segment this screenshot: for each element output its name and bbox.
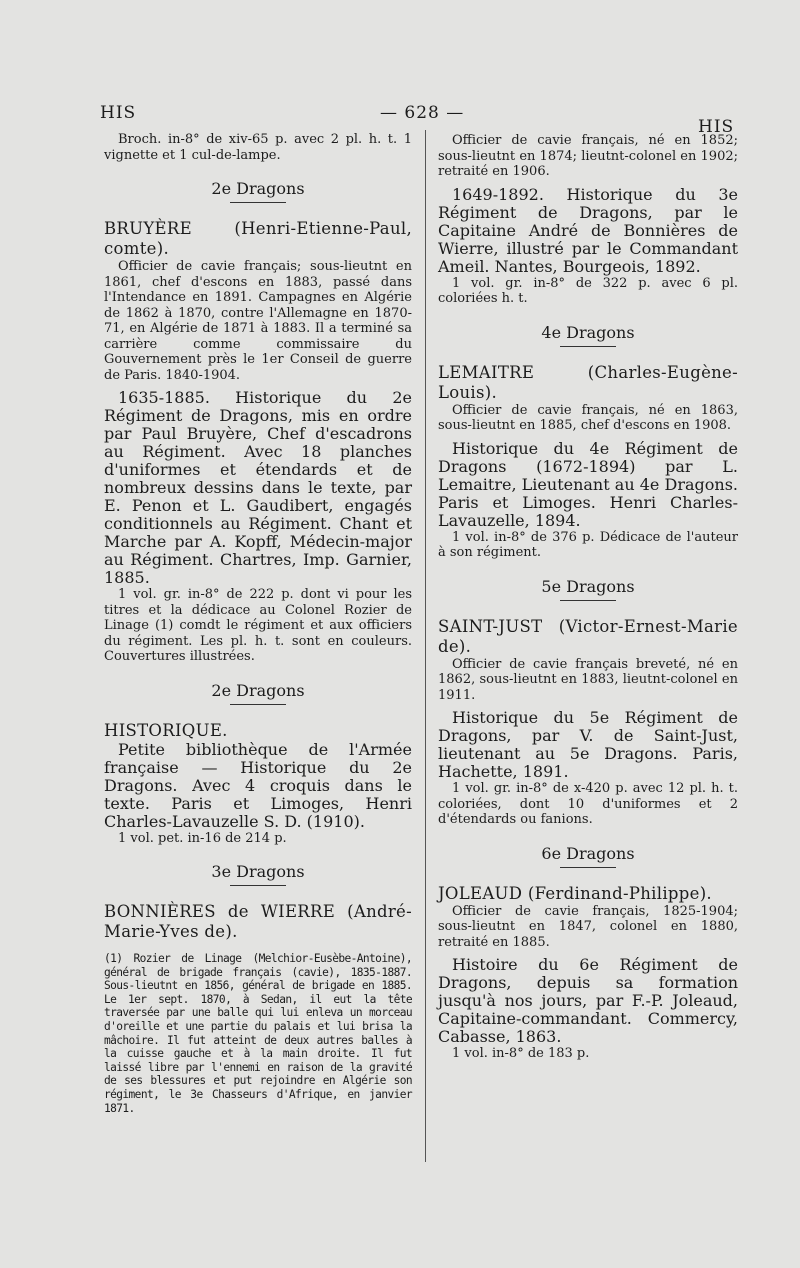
section-rule	[560, 346, 616, 347]
right-column	[438, 133, 738, 1062]
author-bio: Officier de cavie français breveté, né en 1862, sous-lieutnt en 1883, lieutnt-colonel en 1911.	[438, 656, 738, 703]
left-column	[104, 132, 412, 1115]
author-bio: Officier de cavie français, 1825-1904; sous-lieutnt en 1847, colonel en 1880, retraité en 1885.	[438, 903, 738, 950]
book-title: Petite bibliothèque de l'Armée française — Historique du 2e Dragons. Avec 4 croquis dans le texte. Paris et Limoges, Henri Charles-Lavauzelle S. D. (1910).	[104, 739, 412, 831]
page-number: — 628 —	[380, 103, 465, 123]
section-rule	[560, 600, 616, 601]
section-heading: 5e Dragons	[541, 576, 635, 596]
section-rule	[230, 704, 286, 705]
column-divider	[425, 130, 426, 1162]
author-heading: BONNIÈRES de WIERRE (André-Marie-Yves de).	[104, 902, 412, 941]
book-title: 1649-1892. Historique du 3e Régiment de Dragons, par le Capitaine André de Bonnières de Wierre, illustré par le Commandant Ameil. Nantes, Bourgeois, 1892.	[438, 184, 738, 276]
section-rule	[560, 867, 616, 868]
author-bio: Officier de cavie français, né en 1863, sous-lieutnt en 1885, chef d'escons en 1908.	[438, 402, 738, 433]
book-title: Histoire du 6e Régiment de Dragons, depuis sa formation jusqu'à nos jours, par F.-P. Joleaud, Capitaine-commandant. Commercy, Cabasse, 1863.	[438, 955, 738, 1046]
section-heading: 4e Dragons	[541, 322, 635, 342]
book-title: 1635-1885. Historique du 2e Régiment de Dragons, mis en ordre par Paul Bruyère, Chef d'escadrons au Régiment. Avec 18 planches d'uniformes et étendards et de nombreux dessins dans le texte, par E. Penon et L. Gaudibert, engagés conditionnels au Régiment. Chant et Marche par A. Kopff, Médecin-major au Régiment. Chartres, Imp. Garnier, 1885.	[104, 388, 412, 587]
author-bio: Officier de cavie français, né en 1852; sous-lieutnt en 1874; lieutnt-colonel en 1902; retraité en 1906.	[438, 133, 738, 179]
section-heading: 2e Dragons	[211, 680, 305, 700]
footnote: (1) Rozier de Linage (Melchior-Eusèbe-Antoine), général de brigade français (cavie), 1835-1887. Sous-lieutnt en 1856, général de brigade en 1885. Le 1er sept. 1870, à Sedan, il eut la tête traversée par une balle qui lui enleva un morceau d'oreille et une partie du palais et lui brisa la mâchoire. Il fut atteint de deux autres balles à la cuisse gauche et à la main droite. Il fut laissé libre par l'ennemi en raison de la gravité de ses blessures et put rejoindre en Algérie son régiment, le 3e Chasseurs d'Afrique, en janvier 1871.	[104, 952, 412, 1115]
running-head-left: HIS	[100, 103, 137, 123]
section-rule	[230, 885, 286, 886]
publication-detail: Broch. in-8° de xiv-65 p. avec 2 pl. h. t. 1 vignette et 1 cul-de-lampe.	[104, 132, 412, 163]
running-head-right: HIS	[698, 117, 735, 137]
section-heading: 3e Dragons	[211, 862, 305, 881]
author-heading: JOLEAUD (Ferdinand-Philippe).	[438, 883, 712, 903]
publication-detail: 1 vol. gr. in-8° de 222 p. dont vi pour les titres et la dédicace au Colonel Rozier de Linage (1) comdt le régiment et aux officiers du régiment. Les pl. h. t. sont en couleurs. Couvertures illustrées.	[104, 587, 412, 664]
author-heading: BRUYÈRE (Henri-Etienne-Paul, comte).	[104, 219, 412, 258]
book-title: Historique du 5e Régiment de Dragons, par V. de Saint-Just, lieutenant au 5e Dragons. Paris, Hachette, 1891.	[438, 708, 738, 781]
author-bio: Officier de cavie français; sous-lieutnt en 1861, chef d'escons en 1883, passé dans l'Intendance en 1891. Campagnes en Algérie de 1862 à 1870, contre l'Allemagne en 1870-71, en Algérie de 1871 à 1883. Il a terminé sa carrière comme commissaire du Gouvernement près le 1er Conseil de guerre de Paris. 1840-1904.	[104, 259, 412, 383]
publication-detail: 1 vol. gr. in-8° de x-420 p. avec 12 pl. h. t. coloriées, dont 10 d'uniformes et 2 d'étendards ou fanions.	[438, 781, 738, 827]
author-heading: LEMAITRE (Charles-Eugène-Louis).	[438, 362, 738, 402]
publication-detail: 1 vol. in-8° de 376 p. Dédicace de l'auteur à son régiment.	[438, 529, 738, 560]
section-heading: 6e Dragons	[541, 843, 635, 863]
publication-detail: 1 vol. in-8° de 183 p.	[452, 1046, 590, 1061]
section-heading: 2e Dragons	[211, 179, 305, 198]
author-heading: SAINT-JUST (Victor-Ernest-Marie de).	[438, 616, 738, 656]
author-heading: HISTORIQUE.	[104, 720, 228, 740]
publication-detail: 1 vol. pet. in-16 de 214 p.	[118, 830, 287, 846]
section-rule	[230, 202, 286, 203]
book-title: Historique du 4e Régiment de Dragons (1672-1894) par L. Lemaitre, Lieutenant au 4e Dragons. Paris et Limoges. Henri Charles-Lavauzelle, 1894.	[438, 438, 738, 530]
publication-detail: 1 vol. gr. in-8° de 322 p. avec 6 pl. coloriées h. t.	[438, 275, 738, 306]
